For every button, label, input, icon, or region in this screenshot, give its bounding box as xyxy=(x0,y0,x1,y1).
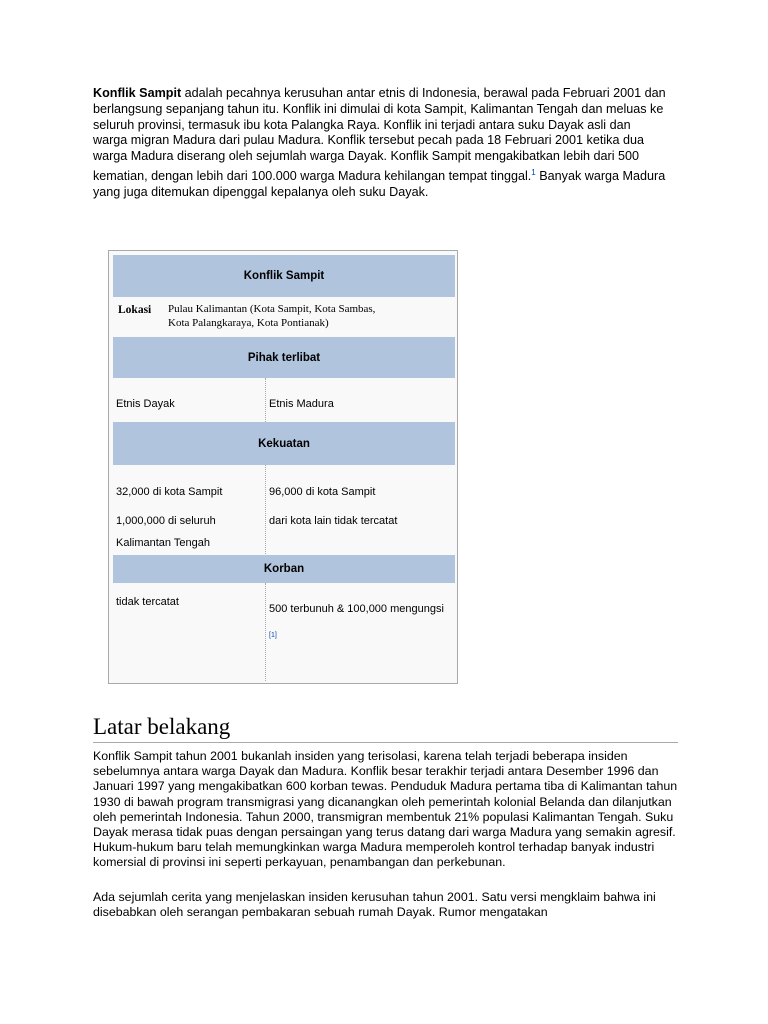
kekuatan-left-3: Kalimantan Tengah xyxy=(116,537,210,549)
kekuatan-row xyxy=(113,465,455,554)
intro-footnote-ref[interactable]: 1 xyxy=(531,167,536,177)
section-heading: Latar belakang xyxy=(93,713,678,743)
lokasi-line-2: Kota Palangkaraya, Kota Pontianak) xyxy=(168,316,329,329)
pihak-row xyxy=(113,378,455,422)
pihak-right: Etnis Madura xyxy=(269,398,334,410)
infobox xyxy=(108,250,458,684)
kekuatan-divider xyxy=(265,465,266,554)
kekuatan-right-1: 96,000 di kota Sampit xyxy=(269,486,376,498)
korban-header: Korban xyxy=(113,555,455,583)
intro-title-bold: Konflik Sampit xyxy=(93,86,182,100)
infobox-title: Konflik Sampit xyxy=(113,255,455,297)
section-paragraph-2: Ada sejumlah cerita yang menjelaskan insiden kerusuhan tahun 2001. Satu versi mengklaim bahwa ini disebabkan oleh serangan pembakaran sebuah rumah Dayak. Rumor mengatakan xyxy=(93,890,656,920)
kekuatan-left-2: 1,000,000 di seluruh xyxy=(116,515,216,527)
lokasi-label: Lokasi xyxy=(118,304,152,316)
kekuatan-left-1: 32,000 di kota Sampit xyxy=(116,486,223,498)
kekuatan-right-2: dari kota lain tidak tercatat xyxy=(269,515,398,527)
kekuatan-header: Kekuatan xyxy=(113,422,455,465)
korban-ref-link[interactable]: [1] xyxy=(269,632,277,639)
korban-divider xyxy=(265,583,266,681)
pihak-header: Pihak terlibat xyxy=(113,337,455,378)
intro-paragraph xyxy=(93,86,668,201)
korban-row xyxy=(113,583,455,681)
pihak-divider xyxy=(265,378,266,422)
intro-text: adalah pecahnya kerusuhan antar etnis di Indonesia, berawal pada Februari 2001 dan berlangsung sepanjang tahun itu. Konflik ini dimulai di kota Sampit, Kalimantan Tengah dan meluas ke seluruh provinsi, termasuk ibu kota Palangka Raya. Konflik ini terjadi antara suku Dayak asli dan warga migran Madura dari pulau Madura. Konflik tersebut pecah pada 18 Februari 2001 ketika dua warga Madura diserang oleh sejumlah warga Dayak. Konflik Sampit mengakibatkan lebih dari 500 kematian, dengan lebih dari 100.000 warga Madura kehilangan tempat tinggal. xyxy=(93,86,666,184)
lokasi-value xyxy=(168,303,375,330)
pihak-left: Etnis Dayak xyxy=(116,398,175,410)
intro-text-continued: Banyak warga Madura yang juga ditemukan dipenggal kepalanya oleh suku Dayak. xyxy=(93,169,666,199)
section-paragraph-1: Konflik Sampit tahun 2001 bukanlah insiden yang terisolasi, karena telah terjadi beberapa insiden sebelumnya antara warga Dayak dan Madura. Konflik besar terakhir terjadi antara Desember 1996 dan Januari 1997 yang mengakibatkan 600 korban tewas. Penduduk Madura pertama tiba di Kalimantan tahun 1930 di bawah program transmigrasi yang dicanangkan oleh pemerintah kolonial Belanda dan dilanjutkan oleh pemerintah Indonesia. Tahun 2000, transmigran membentuk 21% populasi Kalimantan Tengah. Suku Dayak merasa tidak puas dengan persaingan yang terus datang dari warga Madura yang semakin agresif. Hukum-hukum baru telah memungkinkan warga Madura memperoleh kontrol terhadap banyak industri komersial di provinsi ini seperti perkayuan, penambangan dan perkebunan. xyxy=(93,749,678,870)
lokasi-line-1: Pulau Kalimantan (Kota Sampit, Kota Sambas, xyxy=(168,303,376,315)
korban-right: 500 terbunuh & 100,000 mengungsi xyxy=(269,603,444,615)
infobox-lokasi-row xyxy=(113,297,455,337)
korban-left: tidak tercatat xyxy=(116,596,179,608)
